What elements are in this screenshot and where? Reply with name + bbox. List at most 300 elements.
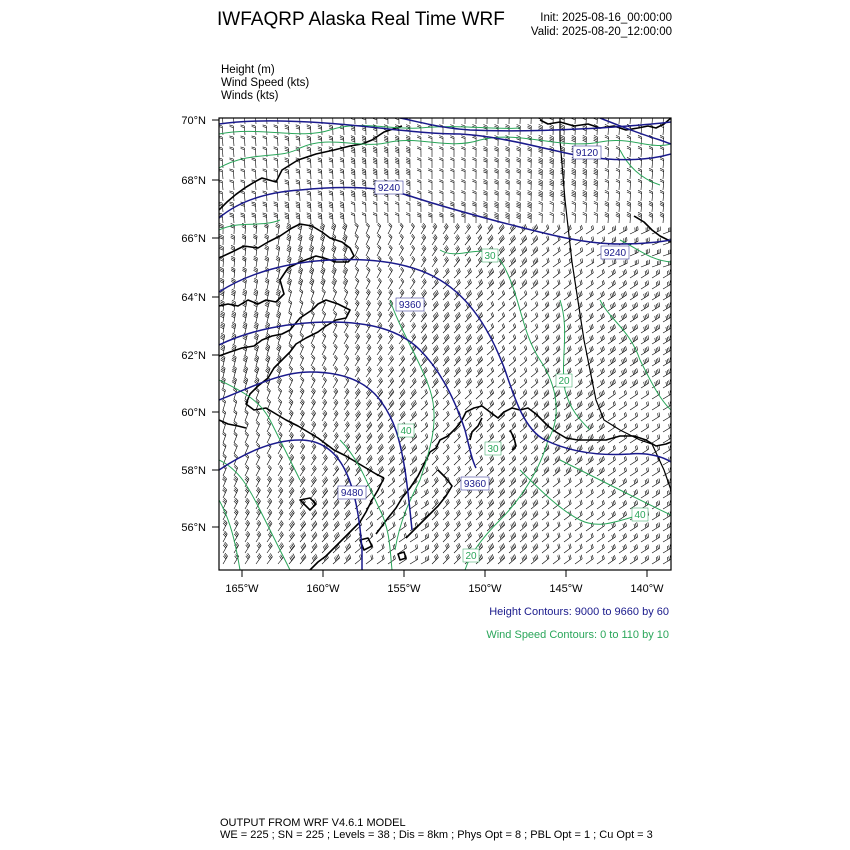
legend-winds: Winds (kts) xyxy=(221,90,279,102)
wind-barb-feather xyxy=(548,401,549,405)
wind-barb-feather xyxy=(669,270,670,274)
wind-barb-feather xyxy=(472,125,476,127)
wind-barb-feather xyxy=(655,294,656,298)
wind-barb-feather xyxy=(592,259,593,263)
wind-barb-feather xyxy=(461,214,465,215)
wind-barb-feather xyxy=(472,158,476,160)
wind-barb-feather xyxy=(669,413,670,417)
wind-barb-feather xyxy=(242,270,246,272)
wind-barb-feather xyxy=(406,163,410,164)
wind-barb-feather xyxy=(450,203,454,204)
wind-barb-feather xyxy=(570,357,571,361)
wind-barb-feather xyxy=(414,412,416,416)
wind-barb-feather xyxy=(378,392,380,396)
wind-barb-feather xyxy=(624,336,625,340)
wind-barb-feather xyxy=(559,280,560,284)
wind-barb-feather xyxy=(480,269,482,273)
wind-barb-feather xyxy=(605,214,609,216)
wind-barb-feather xyxy=(510,227,512,231)
wind-barb-feather xyxy=(479,358,481,362)
wind-barb-feather xyxy=(351,148,355,149)
wind-barb-feather xyxy=(426,389,428,393)
wind-barb-feather xyxy=(580,325,581,329)
wind-barb-feather xyxy=(263,136,267,137)
wind-barb-feather xyxy=(221,311,225,313)
wind-barb xyxy=(277,115,278,124)
wind-barb-feather xyxy=(517,125,521,127)
wind-barb-feather xyxy=(362,183,366,184)
wind-barb-feather xyxy=(232,300,236,302)
wind-barb-feather xyxy=(527,217,531,219)
wind-barb-feather xyxy=(468,258,470,262)
wind-barb-feather xyxy=(307,181,311,182)
wind-barb-feather xyxy=(590,337,591,341)
wind-barb-feather xyxy=(591,358,592,362)
wind-barb-feather xyxy=(561,195,565,197)
wind-barb-feather xyxy=(539,192,543,194)
wind-barb-feather xyxy=(506,192,510,194)
wind-barb-feather xyxy=(472,205,476,206)
wind-barb-feather xyxy=(515,279,516,283)
wind-barb-feather xyxy=(537,390,538,394)
wind-barb-feather xyxy=(656,304,657,308)
wind-barb-feather xyxy=(494,181,498,183)
wind-barb-feather xyxy=(517,114,521,116)
wind-barb-feather xyxy=(645,337,646,341)
wind-barb-feather xyxy=(623,348,624,352)
wind-barb-feather xyxy=(559,313,560,317)
wind-barb-feather xyxy=(469,390,471,394)
wind-barb-feather xyxy=(459,279,461,283)
wind-barb-feather xyxy=(307,213,311,214)
wind-barb-feather xyxy=(611,360,612,364)
wind-barb-feather xyxy=(592,434,593,438)
wind-barb-feather xyxy=(483,194,487,195)
wind-barb-feather xyxy=(524,347,525,351)
wind-barb-feather xyxy=(659,324,660,328)
wind-barb-feather xyxy=(627,179,631,181)
wind-barb-feather xyxy=(467,259,469,263)
wind-barb-feather xyxy=(231,223,235,225)
wind-barb-feather xyxy=(414,401,416,405)
wind-barb-feather xyxy=(318,158,322,159)
wind-barb-feather xyxy=(534,392,535,396)
wind-barb-feather xyxy=(659,269,660,273)
wind-barb-feather xyxy=(603,390,604,394)
wind-barb-feather xyxy=(296,192,300,193)
wind-barb-feather xyxy=(658,380,659,384)
wind-barb-feather xyxy=(428,180,432,181)
wind-barb-feather xyxy=(591,413,592,417)
wind-barb-feather xyxy=(599,393,600,397)
wind-barb-feather xyxy=(502,291,503,295)
wind-barb-feather xyxy=(660,212,664,214)
wind-barb-feather xyxy=(647,402,648,406)
wind-barb-feather xyxy=(634,359,635,363)
wind-barb-feather xyxy=(307,136,311,137)
wind-barb-feather xyxy=(638,115,642,117)
wind-barb-feather xyxy=(362,174,366,175)
wind-barb-feather xyxy=(220,280,224,282)
wind-barb-feather xyxy=(243,291,246,293)
wind-barb-feather xyxy=(656,370,657,374)
wind-barb-feather xyxy=(583,140,587,142)
wind-barb-feather xyxy=(425,435,426,439)
wind-barb-feather xyxy=(220,236,224,238)
wind-barb-feather xyxy=(285,137,289,138)
wind-barb-feather xyxy=(468,380,470,384)
wind-barb-feather xyxy=(461,148,465,149)
wind-barb-feather xyxy=(340,192,344,193)
wind-barb-feather xyxy=(583,192,587,194)
wind-barb-feather xyxy=(470,290,472,294)
wind-barb-feather xyxy=(351,169,355,170)
wind-barb xyxy=(278,347,281,356)
wind-barb-feather xyxy=(285,216,289,217)
wind-barb-feather xyxy=(645,282,646,286)
wind-barb xyxy=(333,336,337,344)
wind-barb-feather xyxy=(594,195,598,197)
wind-barb-feather xyxy=(362,172,366,173)
wind-barb-feather xyxy=(340,218,344,219)
wind-barb-feather xyxy=(583,214,587,216)
wind-barb-feather xyxy=(470,367,472,371)
wind-barb-feather xyxy=(318,147,322,148)
wind-barb-feather xyxy=(307,205,311,206)
wind-barb-feather xyxy=(517,136,521,138)
wind-barb-feather xyxy=(502,368,503,372)
wind-barb-feather xyxy=(579,403,580,407)
wind-barb-feather xyxy=(501,248,503,252)
wind-barb-feather xyxy=(406,183,410,184)
wind-barb-feather xyxy=(472,180,476,182)
wind-barb-feather xyxy=(307,194,311,195)
wind-barb-feather xyxy=(229,158,233,159)
wind-barb-feather xyxy=(276,223,280,225)
wind-barb-feather xyxy=(362,137,366,138)
wind-barb-feather xyxy=(626,379,627,383)
wind-barb-feather xyxy=(232,311,235,313)
wind-barb-feather xyxy=(524,391,525,395)
wind-barb-feather xyxy=(450,181,454,182)
wind-barb-feather xyxy=(340,205,344,206)
wind-barb-feather xyxy=(558,413,559,417)
wind-barb-feather xyxy=(569,314,570,318)
wind-barb-feather xyxy=(523,392,524,396)
wind-barb-feather xyxy=(503,257,505,261)
wind-barb-feather xyxy=(626,269,627,273)
wind-barb-feather xyxy=(558,424,559,428)
wind-barb-feather xyxy=(513,269,514,273)
wind-barb-feather xyxy=(613,347,614,351)
wind-barb-feather xyxy=(583,190,587,192)
wind-barb-feather xyxy=(637,412,638,416)
wind-barb-feather xyxy=(406,214,410,215)
wind-barb-feather xyxy=(547,303,548,307)
wind-barb-feather xyxy=(428,137,432,138)
wind-barb xyxy=(443,227,448,234)
wind-barb-feather xyxy=(556,337,557,341)
wind-barb-feather xyxy=(406,126,410,127)
wind-barb-feather xyxy=(469,335,471,339)
wind-barb-feather xyxy=(590,403,591,407)
wind-barb-feather xyxy=(274,191,278,192)
wind-barb-feather xyxy=(512,425,513,429)
wind-barb-feather xyxy=(635,402,636,406)
wind-barb-feather xyxy=(544,393,545,397)
wind-barb-feather xyxy=(500,226,502,230)
wind-barb-feather xyxy=(626,357,627,361)
wind-barb-feather xyxy=(391,401,393,405)
wind-barb-feather xyxy=(524,236,526,240)
wind-barb-feather xyxy=(243,267,247,269)
wind-barb-feather xyxy=(483,161,487,162)
wind-barb-feather xyxy=(656,359,657,363)
wind-barb-feather xyxy=(502,280,503,284)
wind-barb-feather xyxy=(478,382,480,386)
wind-barb-feather xyxy=(649,212,653,214)
wind-barb-feather xyxy=(515,323,516,327)
wind-barb-feather xyxy=(635,270,636,274)
wind-barb-feather xyxy=(285,207,289,208)
wind-barb-feather xyxy=(613,402,614,406)
wind-barb-feather xyxy=(274,171,278,172)
wind-barb-feather xyxy=(572,170,576,172)
wind-barb-feather xyxy=(425,401,427,405)
wind-barb-feather xyxy=(307,202,311,203)
wind-barb-feather xyxy=(669,391,670,395)
wind-barb-feather xyxy=(506,147,510,149)
wind-barb-feather xyxy=(634,315,635,319)
wind-barb-feather xyxy=(483,170,487,172)
wind-barb-feather xyxy=(591,314,592,318)
wind-barb-feather xyxy=(495,125,499,127)
wind-barb-feather xyxy=(568,348,569,352)
wind-barb-feather xyxy=(263,127,267,128)
wind-barb-feather xyxy=(490,225,492,229)
wind-barb-feather xyxy=(318,205,322,206)
wind-barb-feather xyxy=(492,356,494,360)
wind-barb-feather xyxy=(318,159,322,160)
wind-barb-feather xyxy=(415,389,417,393)
wind-barb-feather xyxy=(579,359,580,363)
wind-barb-feather xyxy=(539,179,543,181)
wind-barb-feather xyxy=(253,236,257,238)
wind-barb-feather xyxy=(469,368,471,372)
wind-barb-feather xyxy=(406,180,410,181)
wind-barb-feather xyxy=(329,205,333,206)
wind-barb-feather xyxy=(660,203,664,205)
wind-barb-feather xyxy=(570,225,571,229)
wind-barb-feather xyxy=(627,216,631,218)
wind-barb-feather xyxy=(435,335,437,339)
wind-barb-feather xyxy=(592,324,593,328)
wind-barb-feather xyxy=(603,324,604,328)
wind-barb-feather xyxy=(242,294,245,296)
wind-barb-feather xyxy=(613,281,614,285)
wind-barb-feather xyxy=(616,216,620,218)
wind-barb-feather xyxy=(417,216,421,217)
wind-barb-feather xyxy=(444,337,446,341)
wind-barb-feather xyxy=(624,413,625,417)
wind-barb-feather xyxy=(568,425,569,429)
wind-barb-feather xyxy=(356,447,358,451)
wind-barb-feather xyxy=(392,400,394,404)
wind-barb-feather xyxy=(624,358,625,362)
wind-barb-feather xyxy=(603,368,604,372)
wind-barb-feather xyxy=(480,235,482,239)
wind-barb-feather xyxy=(511,272,512,276)
wind-barb-feather xyxy=(658,303,659,307)
wind-barb-feather xyxy=(612,337,613,341)
wind-barb-feather xyxy=(445,336,447,340)
wind-barb-feather xyxy=(605,135,609,137)
wind-barb-feather xyxy=(638,201,642,203)
wind-barb-feather xyxy=(535,248,536,252)
wind-barb-feather xyxy=(483,159,487,161)
wind-barb-feather xyxy=(351,137,355,138)
wind-barb-feather xyxy=(658,314,659,318)
wind-barb-feather xyxy=(230,138,234,139)
wind-barb-feather xyxy=(479,336,481,340)
wind-barb-feather xyxy=(230,216,234,217)
wind-barb-feather xyxy=(515,378,516,382)
wind-barb-feather xyxy=(613,270,614,274)
wind-barb-feather xyxy=(503,246,505,250)
wind-barb-feather xyxy=(561,212,565,214)
wind-barb-feather xyxy=(329,114,333,115)
wind-barb-feather xyxy=(581,313,582,317)
wind-barb-feather xyxy=(659,423,660,427)
wind-barb-feather xyxy=(506,126,510,128)
wind-barb-feather xyxy=(351,136,355,137)
wind-barb-feather xyxy=(231,234,235,236)
wind-barb-feather xyxy=(479,292,481,296)
wind-barb-feather xyxy=(329,207,333,208)
wind-barb-feather xyxy=(403,378,405,382)
wind-barb-feather xyxy=(545,414,546,418)
wind-barb-feather xyxy=(274,202,278,203)
wind-barb-feather xyxy=(503,356,504,360)
wind-barb-feather xyxy=(444,293,446,297)
wind-barb-feather xyxy=(252,169,256,170)
wind-barb-feather xyxy=(502,401,503,405)
wind-barb-feather xyxy=(439,136,443,137)
wind-barb-feather xyxy=(603,260,604,264)
wind-barb-feather xyxy=(469,401,471,405)
wind-barb-feather xyxy=(667,359,668,363)
wind-barb-feather xyxy=(351,126,355,127)
wind-barb-feather xyxy=(582,258,583,262)
wind-barb-feather xyxy=(403,389,405,393)
wind-barb-feather xyxy=(634,293,635,297)
wind-barb-feather xyxy=(433,293,435,297)
wind-barb-feather xyxy=(580,391,581,395)
wind-barb-feather xyxy=(616,148,620,150)
wind-barb-feather xyxy=(526,400,527,404)
wind-barb-feather xyxy=(417,191,421,192)
wind-barb-feather xyxy=(318,192,322,193)
wind-barb-feather xyxy=(448,334,450,338)
wind-barb-feather xyxy=(412,325,414,328)
wind-barb-feather xyxy=(648,269,649,273)
wind-barb-feather xyxy=(466,294,468,298)
wind-barb-feather xyxy=(638,181,642,183)
wind-barb-feather xyxy=(528,191,532,193)
wind-barb-feather xyxy=(548,346,549,350)
wind-barb xyxy=(564,229,571,234)
wind-barb-feather xyxy=(547,270,548,274)
wind-barb-feather xyxy=(658,358,659,362)
wind-barb-feather xyxy=(379,413,381,417)
wind-barb-feather xyxy=(472,159,476,160)
wind-barb-feather xyxy=(461,136,465,137)
wind-barb-feather xyxy=(599,404,600,408)
wind-barb-feather xyxy=(483,192,487,194)
wind-barb-feather xyxy=(307,218,311,219)
wind-barb-feather xyxy=(426,446,427,450)
wind-barb-feather xyxy=(406,125,410,126)
wind-barb-feather xyxy=(545,315,546,319)
wind-barb-feather xyxy=(634,271,635,275)
wind-barb-feather xyxy=(480,379,482,383)
wind-barb xyxy=(289,115,290,124)
wind-barb-feather xyxy=(649,190,653,192)
wind-barb-feather xyxy=(229,114,233,115)
wind-barb-feather xyxy=(437,433,439,437)
wind-barb-feather xyxy=(378,436,380,440)
wind-barb-feather xyxy=(524,270,525,274)
wind-barb xyxy=(421,448,428,454)
wind-barb-feather xyxy=(535,435,536,439)
wind-barb-feather xyxy=(559,346,560,350)
wind-barb-feather xyxy=(391,412,393,416)
wind-barb-feather xyxy=(458,368,460,372)
wind-barb-feather xyxy=(615,412,616,416)
wind-barb-feather xyxy=(602,380,603,384)
wind-barb-feather xyxy=(539,124,543,126)
wind-barb-feather xyxy=(448,444,450,448)
wind-barb-feather xyxy=(669,303,670,307)
wind-barb-feather xyxy=(393,444,395,448)
wind-barb-feather xyxy=(469,346,471,350)
wind-barb-feather xyxy=(254,270,258,272)
wind-barb-feather xyxy=(534,226,535,230)
wind-barb-feather xyxy=(613,314,614,318)
wind-barb-feather xyxy=(369,423,371,427)
wind-barb-feather xyxy=(503,422,504,426)
wind-barb-feather xyxy=(229,180,233,181)
wind-barb-feather xyxy=(537,368,538,372)
wind-barb-feather xyxy=(406,213,410,214)
wind-barb xyxy=(222,115,223,124)
wind-barb-feather xyxy=(351,174,355,175)
wind-barb-feather xyxy=(582,247,583,251)
wind-barb-feather xyxy=(340,139,344,140)
wind-barb-feather xyxy=(624,281,625,285)
wind-barb-feather xyxy=(428,158,432,159)
wind-barb-feather xyxy=(528,214,532,216)
wind-barb-feather xyxy=(413,413,415,417)
wind-barb-feather xyxy=(395,170,399,171)
wind-barb-feather xyxy=(351,130,355,131)
wind-barb-feather xyxy=(638,179,642,181)
wind-barb-feather xyxy=(263,158,267,159)
wind-barb-feather xyxy=(523,260,524,264)
wind-barb-feather xyxy=(469,313,471,317)
wind-barb-feather xyxy=(318,214,322,215)
wind-barb-feather xyxy=(556,359,557,363)
